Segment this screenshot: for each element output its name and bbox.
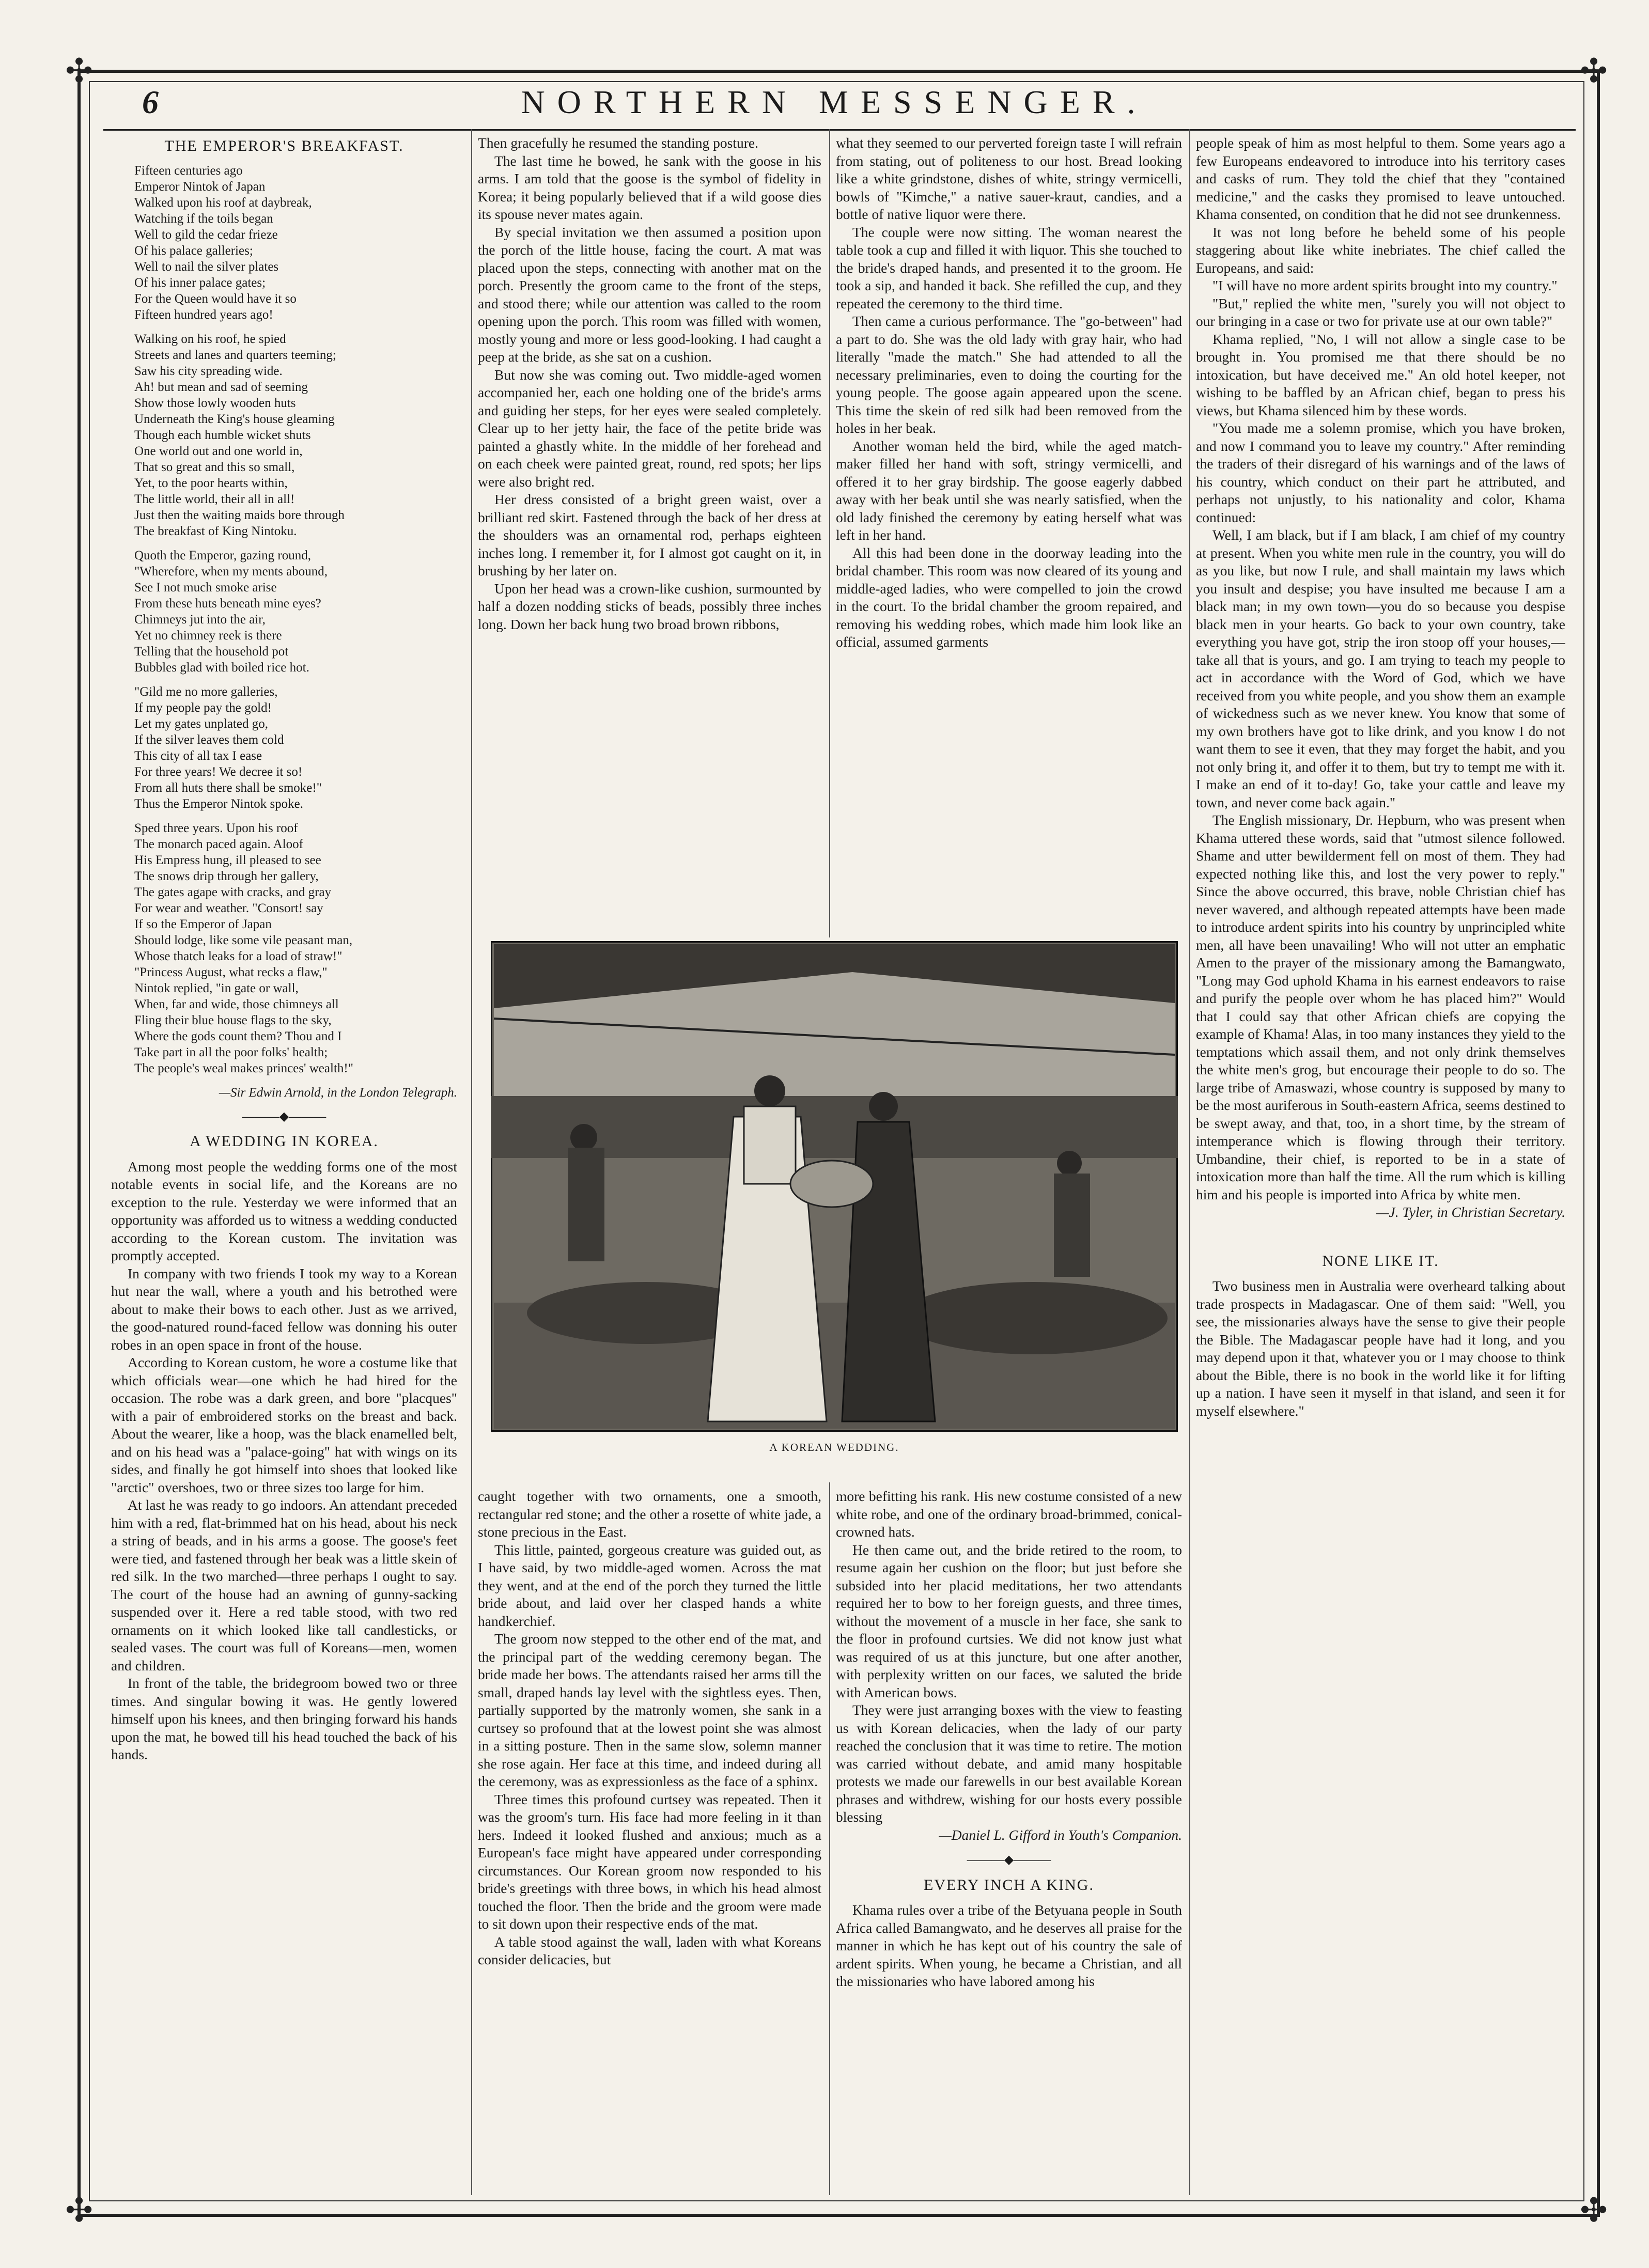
- poem-line: Whose thatch leaks for a load of straw!": [134, 949, 343, 963]
- corner-ornament-icon: ✣: [65, 53, 93, 89]
- poem-line: Ah! but mean and sad of seeming: [134, 380, 308, 394]
- poem-line: His Empress hung, ill pleased to see: [134, 853, 321, 867]
- poem-title: THE EMPEROR'S BREAKFAST.: [164, 137, 404, 154]
- poem-line: For wear and weather. "Consort! say: [134, 901, 323, 915]
- paragraph: Three times this profound curtsey was repeated. Then it was the groom's turn. His face had more feeling in it than hers. Indeed it looked flushed and anxious; much as a European's face might have appeared under corresponding circumstances. Our Korean groom now responded to his bride's greetings with three bows, in which his head almost touched the floor. Then the bride and the groom were made to sit down upon their respective ends of the mat.: [478, 1791, 821, 1932]
- poem-line: Fling their blue house flags to the sky,: [134, 1013, 332, 1027]
- poem-line: Nintok replied, "in gate or wall,: [134, 981, 299, 995]
- poem-line: Quoth the Emperor, gazing round,: [134, 548, 311, 562]
- poem-line: This city of all tax I ease: [134, 748, 262, 763]
- poem-line: Just then the waiting maids bore through: [134, 508, 345, 522]
- poem-line: The monarch paced again. Aloof: [134, 837, 303, 851]
- poem-line: From these huts beneath mine eyes?: [134, 596, 321, 611]
- poem-line: Fifteen centuries ago: [134, 163, 243, 178]
- paragraph: Another woman held the bird, while the aged match-maker filled her hand with soft, stringy vermicelli, and offered it to her gray birdship. The goose eagerly dabbed away with her beak until she was nearly satisfied, when the old lady finished the ceremony by eating herself what was left in her hand.: [836, 437, 1182, 543]
- column-2-top: [478, 134, 821, 940]
- poem-line: Well to nail the silver plates: [134, 259, 279, 274]
- poem-line: Yet, to the poor hearts within,: [134, 476, 288, 490]
- poem-line: "Gild me no more galleries,: [134, 684, 278, 699]
- poem-line: The little world, their all in all!: [134, 492, 295, 506]
- paragraph: Two business men in Australia were overheard talking about trade prospects in Madagascar. One of them said: "Well, you see, the missionaries always have the sense to give their people the Bible. The Madagascar people have had it long, and you may depend upon it that, whatever you or I may choose to think about the Bible, there is no book in the world like it for lifting up a nation. I have seen it myself in that island, and seen it for myself elsewhere.": [1196, 1278, 1565, 1419]
- poem-line: That so great and this so small,: [134, 460, 295, 474]
- poem-line: When, far and wide, those chimneys all: [134, 997, 339, 1011]
- poem-line: If so the Emperor of Japan: [134, 917, 272, 931]
- poem-line: Telling that the household pot: [134, 644, 289, 659]
- paragraph: They were just arranging boxes with the view to feasting us with Korean delicacies, when the lady of our party reached the conclusion that it was time to retire. The motion was carried without debate, and amid many hospitable protests we made our farewells in our best available Korean phrases and withdrew, wishing for our hosts every possible blessing: [836, 1702, 1182, 1825]
- poem-line: Well to gild the cedar frieze: [134, 227, 278, 242]
- column-1: [111, 134, 457, 2195]
- paragraph: At last he was ready to go indoors. An attendant preceded him with a red, flat-brimmed hat on his head, about his neck a string of beads, and in his arms a goose. The goose's feet were tied, and fastened through her beak was a little skein of red silk. In the two marched—three perhaps I ought to say. The court of the house had an awning of gunny-sacking suspended over it. Here a red table stood, with two red ornaments on it which looked like tall candlesticks, or sealed vases. The court was full of Koreans—men, women and children.: [111, 1497, 457, 1673]
- poem-stanza: [134, 684, 457, 812]
- poem-line: See I not much smoke arise: [134, 580, 277, 595]
- poem-line: Walked upon his roof at daybreak,: [134, 195, 312, 210]
- poem-line: "Wherefore, when my ments abound,: [134, 564, 328, 578]
- paragraph: According to Korean custom, he wore a costume like that which officials wear—one which he had hired for the occasion. The robe was a dark green, and bore "placques" with a pair of embroidered storks on the breast and back. About the wearer, like a hoop, was the black enamelled belt, and on his head was a "palace-going" hat with wings on its sides, and finally he got himself into shoes that looked like "arctic" overshoes, two or three sizes too large for him.: [111, 1354, 457, 1495]
- korean-wedding-engraving: [491, 941, 1178, 1432]
- paragraph: All this had been done in the doorway leading into the bridal chamber. This room was now cleared of its young and middle-aged ladies, who were compelled to join the crowd in the court. To the bridal chamber the groom repaired, and removing his wedding robes, which made him look like an official, assumed garments: [836, 544, 1182, 650]
- paragraph: "You made me a solemn promise, which you have broken, and now I command you to leave my country." After reminding the traders of their disregard of his warnings and of the laws of his country, which conduct on their part he attributed, and perhaps not unjustly, to his nationality and color, Khama continued:: [1196, 420, 1565, 525]
- poem-line: Where the gods count them? Thou and I: [134, 1029, 342, 1043]
- poem-stanza: [134, 163, 457, 323]
- article-title-none-like: NONE LIKE IT.: [1322, 1252, 1439, 1270]
- paragraph: In front of the table, the bridegroom bowed two or three times. And singular bowing it was. He gently lowered himself upon his knees, and then bringing forward his hands upon the mat, he bowed till his head touched the back of his hands.: [111, 1675, 457, 1762]
- paragraph: "I will have no more ardent spirits brought into my country.": [1212, 277, 1558, 293]
- poem-line: The gates agape with cracks, and gray: [134, 885, 332, 899]
- paragraph: more befitting his rank. His new costume consisted of a new white robe, and one of the ordinary broad-brimmed, conical-crowned hats.: [836, 1488, 1182, 1540]
- poem-line: Show those lowly wooden huts: [134, 396, 296, 410]
- poem-line: Streets and lanes and quarters teeming;: [134, 348, 336, 362]
- poem-line: Chimneys jut into the air,: [134, 612, 266, 627]
- masthead-rule: [103, 129, 1576, 131]
- separator-ornament-icon: ———◆———: [967, 1853, 1051, 1867]
- poem-line: The breakfast of King Nintoku.: [134, 524, 297, 538]
- poem-line: Watching if the toils began: [134, 211, 273, 226]
- paragraph: This little, painted, gorgeous creature was guided out, as I have said, by two middle-aged women. Across the mat they went, and at the end of the porch they turned the little bride about, and laid over her clasped hands a white handkerchief.: [478, 1541, 821, 1629]
- paragraph: Khama replied, "No, I will not allow a single case to be brought in. You promised me that there should be no intoxication, but have deceived me." An old hotel keeper, not wishing to be baffled by an African chief, began to press his views, but Khama silenced him by these words.: [1196, 331, 1565, 418]
- paragraph: The couple were now sitting. The woman nearest the table took a cup and filled it with liquor. This she touched to the bride's draped hands, and presented it to the groom. He took a sip, and handed it back. She refilled the cup, and they repeated the ceremony to the third time.: [836, 224, 1182, 311]
- paragraph: Khama rules over a tribe of the Betyuana people in South Africa called Bamangwato, and he deserves all praise for the manner in which he has kept out of his country the sale of ardent spirits. When young, he became a Christian, and all the missionaries who have labored among his: [836, 1902, 1182, 1989]
- poem-line: Underneath the King's house gleaming: [134, 412, 335, 426]
- poem-line: Though each humble wicket shuts: [134, 428, 311, 442]
- paragraph: By special invitation we then assumed a position upon the porch of the little house, facing the court. A mat was placed upon the steps, connecting with another mat on the porch. Presently the groom came to the front of the steps, and stood there; while our attention was called to the room opening upon the porch. This room was filled with women, mostly young and more or less good-looking. I had caught a peep at the bride, as she sat on a cushion.: [478, 224, 821, 365]
- column-divider: [829, 1482, 830, 2195]
- poem-line: Saw his city spreading wide.: [134, 364, 283, 378]
- article-title-king: EVERY INCH A KING.: [924, 1876, 1094, 1894]
- illustration-caption: A KOREAN WEDDING.: [769, 1441, 899, 1453]
- masthead: [93, 80, 1576, 121]
- poem-line: Of his inner palace gates;: [134, 275, 266, 290]
- paragraph: Upon her head was a crown-like cushion, surmounted by half a dozen nodding sticks of beads, possibly three inches long. Down her back hung two broad brown ribbons,: [478, 580, 821, 632]
- poem-line: If my people pay the gold!: [134, 700, 272, 715]
- poem-line: For the Queen would have it so: [134, 291, 297, 306]
- paragraph: The groom now stepped to the other end of the mat, and the principal part of the wedding ceremony began. The bride made her bows. The attendants raised her arms till the small, draped hands lay level with the sightless eyes. Then, partially supported by the matronly women, she sank in a curtsey so profound that at the lowest point she was almost in a sitting posture. Then in the same slow, solemn manner she rose again. Her face at this time, and indeed during all the ceremony, was as expressionless as the face of a sphinx.: [478, 1631, 821, 1789]
- poem-line: If the silver leaves them cold: [134, 732, 284, 747]
- poem-line: Sped three years. Upon his roof: [134, 821, 298, 835]
- column-divider: [829, 129, 830, 937]
- paragraph: He then came out, and the bride retired to the room, to resume again her cushion on the floor; but just before she subsided into her placid meditations, her two attendants required her to bow to her foreign guests, and three times, without the movement of a muscle in her face, she sank to the floor in profound curtsies. We did not know just what was required of us at this juncture, but one after another, with perplexity written on our faces, we saluted the bride with American bows.: [836, 1541, 1182, 1700]
- poem-line: Let my gates unplated go,: [134, 716, 268, 731]
- poem-line: Take part in all the poor folks' health;: [134, 1045, 328, 1059]
- corner-ornament-icon: ✣: [65, 2192, 93, 2229]
- paragraph: The English missionary, Dr. Hepburn, who was present when Khama uttered these words, said that "utmost silence followed. Shame and utter bewilderment fell on most of them. They had expected nothing like this, and lost the very power to reply." Since the above occurred, this brave, noble Christian chief has never wavered, and although repeated attempts have been made to introduce ardent spirits into his country by unprincipled white men, all have been unavailing! Who will not utter an emphatic Amen to the prayer of the missionary among the Bamangwato, "Long may God uphold Khama in his earnest endeavors to raise and purify the people over whom he has placed him?" Would that I could say that other African chiefs are copying the example of Khama! Alas, in too many instances they yield to the temptations which assail them, and not only drink themselves the white men's grog, but encourage their people to do so. The large tribe of Amaswazi, whose country is supposed by many to be the most auriferous in South-eastern Africa, seems destined to be swept away, and that, too, in a short time, by the stream of intemperance which is flowing through their territory. Umbandine, their chief, is reported to be in a state of intoxication more than half the time. All the rum which is killing him and his people is imported into Africa by white men.: [1196, 812, 1565, 1202]
- poem-line: Thus the Emperor Nintok spoke.: [134, 796, 304, 811]
- paragraph: Then gracefully he resumed the standing posture.: [478, 135, 758, 151]
- paragraph: Well, I am black, but if I am black, I am chief of my country at present. When you white men rule in the country, you will do as you like, but now I rule, and shall maintain my laws which you insult and despise; you have insulted me because I am a black man; in my own town—you do so because you despise black men in your hearts. Go back to your own country, take everything you have got, strip the iron stoop off your houses,—take all that is yours, and go. I am trying to teach my people to act in accordance with the Word of God, which we have received from you white people, and you show them an example of wickedness such as we never knew. You know that some of my own brothers have got to like drink, and you know I do not want them to see it even, that they may forget the habit, and you not only bring it, and offer it to them, but try to tempt me with it. I make an end of it to-day! Go, take your cattle and leave my town, and never come back again.": [1196, 527, 1565, 810]
- paragraph: "But," replied the white men, "surely you will not object to our bringing in a case or two for private use at our own table?": [1196, 295, 1565, 329]
- column-2-bottom: [478, 1488, 821, 2195]
- poem-stanza: [134, 548, 457, 676]
- corner-ornament-icon: ✣: [1580, 2192, 1608, 2229]
- separator-ornament-icon: ———◆———: [242, 1109, 326, 1123]
- poem-line: "Princess August, what recks a flaw,": [134, 965, 328, 979]
- article-title-wedding: A WEDDING IN KOREA.: [190, 1133, 379, 1150]
- paragraph: It was not long before he beheld some of his people staggering about like white inebriates. The chief called the Europeans, and said:: [1196, 224, 1565, 276]
- column-3-top: [836, 134, 1182, 940]
- column-4: [1196, 134, 1565, 2195]
- paper-title: NORTHERN MESSENGER.: [521, 84, 1148, 120]
- paragraph: A table stood against the wall, laden with what Koreans consider delicacies, but: [478, 1933, 821, 1967]
- paragraph: caught together with two ornaments, one a smooth, rectangular red stone; and the other a rosette of white jade, a stone precious in the East.: [478, 1488, 821, 1540]
- poem-attribution: —Sir Edwin Arnold, in the London Telegraph.: [219, 1085, 457, 1100]
- paragraph: The last time he bowed, he sank with the goose in his arms. I am told that the goose is the symbol of fidelity in Korea; it being popularly believed that if a wild goose dies its spouse never mates again.: [478, 152, 821, 222]
- poem-stanza: [134, 331, 457, 539]
- poem-line: Emperor Nintok of Japan: [134, 179, 266, 194]
- poem-line: The snows drip through her gallery,: [134, 869, 319, 883]
- poem-stanza: [134, 820, 457, 1076]
- page-number: 6: [142, 84, 159, 120]
- poem-line: Of his palace galleries;: [134, 243, 253, 258]
- paragraph: But now she was coming out. Two middle-aged women accompanied her, each one holding one of the bride's arms and guiding her steps, for her eyes were sealed completely. Clear up to her jetty hair, the face of the petite bride was painted a ghastly white. In the middle of her forehead and on each cheek were painted great, round, red spots; her lips were also bright red.: [478, 366, 821, 490]
- poem-body: [134, 163, 457, 1101]
- poem-line: Should lodge, like some vile peasant man,: [134, 933, 353, 947]
- paragraph: what they seemed to our perverted foreign taste I will refrain from stating, out of politeness to our host. Bread looking like a white grindstone, dishes of white, stringy vermicelli, bowls of "Kimche," a native sauer-kraut, candies, and a bottle of native liquor were there.: [836, 135, 1182, 222]
- poem-line: From all huts there shall be smoke!": [134, 780, 322, 795]
- paragraph: Among most people the wedding forms one of the most notable events in social life, and the Koreans are no exception to the rule. Yesterday we were informed that an opportunity was afforded us to witness a wedding conducted according to the Korean custom. The invitation was promptly accepted.: [111, 1158, 457, 1263]
- poem-line: Walking on his roof, he spied: [134, 332, 286, 346]
- poem-line: Yet no chimney reek is there: [134, 628, 282, 643]
- poem-line: For three years! We decree it so!: [134, 764, 303, 779]
- poem-line: One world out and one world in,: [134, 444, 303, 458]
- corner-ornament-icon: ✣: [1580, 53, 1608, 89]
- paragraph: In company with two friends I took my way to a Korean hut near the wall, where a youth and his betrothed were about to make their bows to each other. Just as we arrived, the good-natured round-faced fellow was donning his outer robes in an open space in front of the house.: [111, 1265, 457, 1353]
- paragraph: Then came a curious performance. The "go-between" had a part to do. She was the old lady with gray hair, who had literally "made the match." She had attended to all the necessary preliminaries, even to doing the courting for the young people. The goose again appeared upon the scene. This time the skein of red silk had been removed from the holes in her beak.: [836, 313, 1182, 436]
- column-3-bottom: [836, 1488, 1182, 2195]
- column-divider: [1189, 129, 1190, 2195]
- paragraph: Her dress consisted of a bright green waist, over a brilliant red skirt. Fastened through the back of her dress at the shoulders was an ornamental rod, perhaps eighteen inches long. I remember it, for I almost got caught on it, in brushing by her later on.: [478, 491, 821, 578]
- article-attribution: —J. Tyler, in Christian Secretary.: [1376, 1204, 1565, 1220]
- poem-line: Bubbles glad with boiled rice hot.: [134, 660, 309, 675]
- column-divider: [471, 129, 472, 2195]
- poem-line: The people's weal makes princes' wealth!": [134, 1061, 353, 1075]
- article-attribution: —Daniel L. Gifford in Youth's Companion.: [939, 1826, 1182, 1843]
- poem-line: Fifteen hundred years ago!: [134, 307, 273, 322]
- paragraph: people speak of him as most helpful to them. Some years ago a few Europeans endeavored to introduce into his territory cases and casks of rum. They told the chief that they "contained medicine," and the casks they promised to leave untouched. Khama consented, on condition that he did not see drunkenness.: [1196, 135, 1565, 222]
